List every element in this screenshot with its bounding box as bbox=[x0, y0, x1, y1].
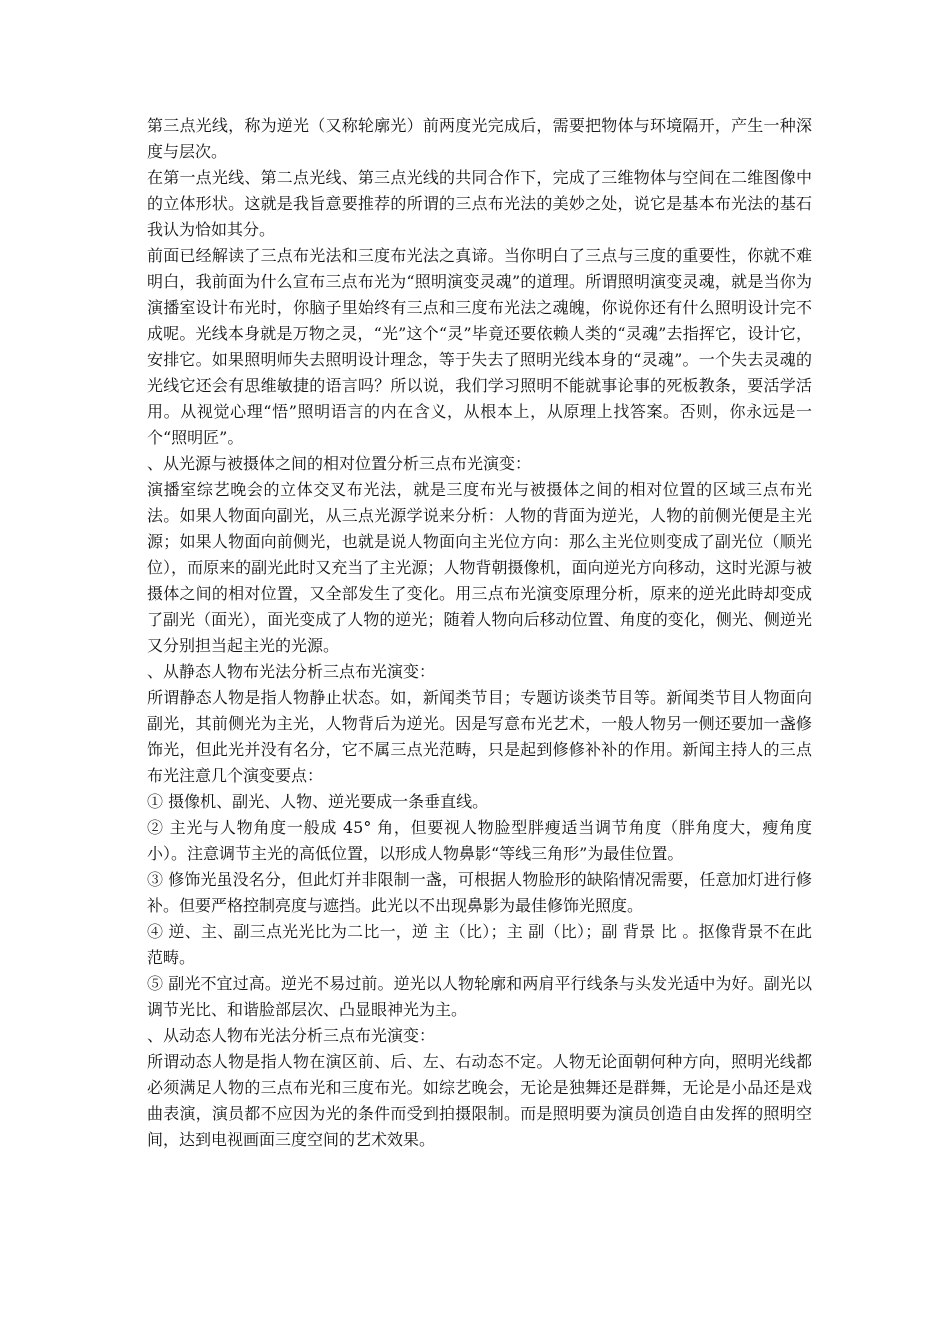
list-item-point-1: ① 摄像机、副光、人物、逆光要成一条垂直线。 bbox=[147, 792, 489, 811]
section-heading-relative-position: 、从光源与被摄体之间的相对位置分析三点布光演变： bbox=[147, 454, 532, 473]
document-body bbox=[147, 113, 812, 1153]
paragraph-backlight-intro: 第三点光线，称为逆光（又称轮廓光）前两度光完成后，需要把物体与环境隔开，产生一种深度与层次。 bbox=[147, 116, 812, 161]
list-item-point-2: ② 主光与人物角度一般成 45° 角，但要视人物脸型胖瘦适当调节角度（胖角度大，瘦角度小）。注意调节主光的高低位置，以形成人物鼻影“等线三角形”为最佳位置。 bbox=[147, 818, 812, 863]
list-item-point-4: ④ 逆、主、副三点光光比为二比一，逆 主（比）；主 副（比）；副 背景 比 。抠像背景不在此范畴。 bbox=[147, 922, 812, 967]
list-item-point-3: ③ 修饰光虽没名分，但此灯并非限制一盏，可根据人物脸形的缺陷情况需要，任意加灯进行修补。但要严格控制亮度与遮挡。此光以不出现鼻影为最佳修饰光照度。 bbox=[147, 870, 812, 915]
paragraph-static-figure: 所谓静态人物是指人物静止状态。如，新闻类节目；专题访谈类节目等。新闻类节目人物面向副光，其前侧光为主光，人物背后为逆光。因是写意布光艺术，一般人物另一侧还要加一盏修饰光，但此光并没有名分，它不属三点光范畴，只是起到修修补补的作用。新闻主持人的三点布光注意几个演变要点： bbox=[147, 688, 812, 785]
section-heading-static-figure: 、从静态人物布光法分析三点布光演变： bbox=[147, 662, 436, 681]
paragraph-lighting-soul: 前面已经解读了三点布光法和三度布光法之真谛。当你明白了三点与三度的重要性，你就不难明白，我前面为什么宣布三点布光为“照明演变灵魂”的道理。所谓照明演变灵魂，就是当你为演播室设计布光时，你脑子里始终有三点和三度布光法之魂魄，你说你还有什么照明设计完不成呢。光线本身就是万物之灵，“光”这个“灵”毕竟还要依赖人类的“灵魂”去指挥它，设计它，安排它。如果照明师失去照明设计理念，等于失去了照明光线本身的“灵魂”。一个失去灵魂的光线它还会有思维敏捷的语言吗？所以说，我们学习照明不能就事论事的死板教条，要活学活用。从视觉心理“悟”照明语言的内在含义，从根本上，从原理上找答案。否则，你永远是一个“照明匠”。 bbox=[147, 246, 812, 447]
list-item-point-5: ⑤ 副光不宜过高。逆光不易过前。逆光以人物轮廓和两肩平行线条与头发光适中为好。副光以调节光比、和谐脸部层次、凸显眼神光为主。 bbox=[147, 974, 812, 1019]
section-heading-dynamic-figure: 、从动态人物布光法分析三点布光演变： bbox=[147, 1026, 436, 1045]
paragraph-dynamic-figure: 所谓动态人物是指人物在演区前、后、左、右动态不定。人物无论面朝何种方向，照明光线都必须满足人物的三点布光和三度布光。如综艺晚会，无论是独舞还是群舞，无论是小品还是戏曲表演，演员都不应因为光的条件而受到拍摄限制。而是照明要为演员创造自由发挥的照明空间，达到电视画面三度空间的艺术效果。 bbox=[147, 1052, 812, 1149]
paragraph-relative-position: 演播室综艺晚会的立体交叉布光法，就是三度布光与被摄体之间的相对位置的区域三点布光法。如果人物面向副光，从三点光源学说来分析：人物的背面为逆光，人物的前侧光便是主光源；如果人物面向前侧光，也就是说人物面向主光位方向：那么主光位则变成了副光位（顺光位），而原来的副光此时又充当了主光源；人物背朝摄像机，面向逆光方向移动，这时光源与被摄体之间的相对位置，又全部发生了变化。用三点布光演变原理分析，原来的逆光此時却变成了副光（面光），面光变成了人物的逆光；随着人物向后移动位置、角度的变化，侧光、侧逆光又分别担当起主光的光源。 bbox=[147, 480, 812, 655]
paragraph-three-point-cooperation: 在第一点光线、第二点光线、第三点光线的共同合作下，完成了三维物体与空间在二维图像中的立体形状。这就是我旨意要推荐的所谓的三点布光法的美妙之处，说它是基本布光法的基石我认为恰如其分。 bbox=[147, 168, 812, 239]
